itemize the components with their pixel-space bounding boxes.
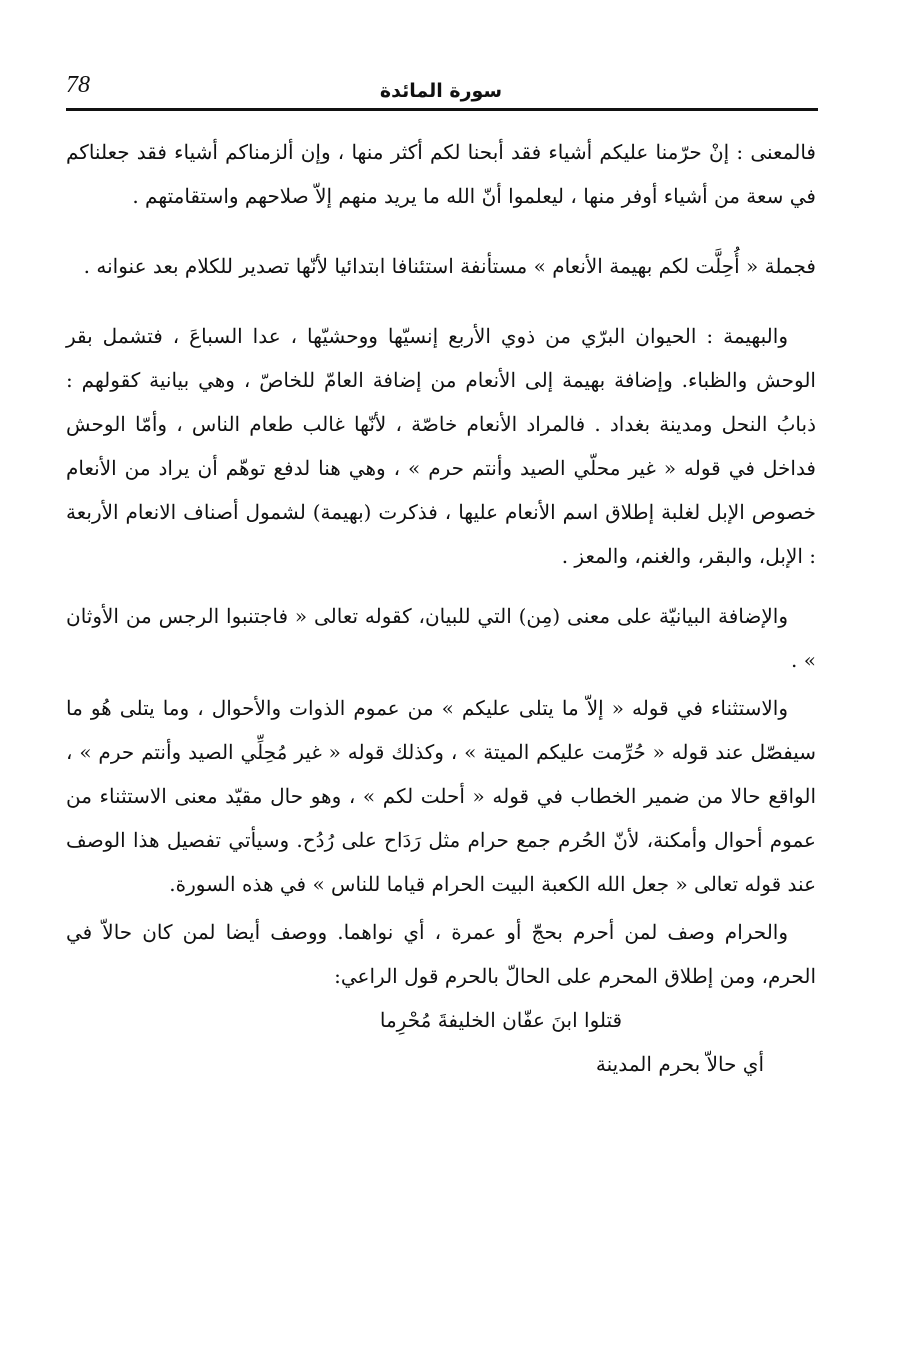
paragraph: والحرام وصف لمن أحرم بحجّ أو عمرة ، أي نواهما. ووصف أيضا لمن كان حالاّ في الحرم، ومن إطلاق المحرم على الحالّ بالحرم قول الراعي: <box>66 920 816 988</box>
paragraph: والإضافة البيانيّة على معنى (مِن) التي للبيان، كقوله تعالى « فاجتنبوا الرجس من الأوثان » . <box>66 604 816 672</box>
paragraph: فالمعنى : إنْ حرّمنا عليكم أشياء فقد أبحنا لكم أكثر منها ، وإن ألزمناكم أشياء فقد جعلناكم في سعة من أشياء أوفر منها ، ليعلموا أنّ الله ما يريد منهم إلاّ صلاحهم واستقامتهم . <box>66 140 816 208</box>
poetry-verse: قتلوا ابنَ عفّان الخليفةَ مُحْرِما <box>379 1008 623 1032</box>
paragraph: فجملة « أُحِلَّت لكم بهيمة الأنعام » مستأنفة استئنافا ابتدائيا لأنّها تصدير للكلام بعد عنوانه . <box>83 254 816 278</box>
page-body <box>66 130 816 1086</box>
verse-note: أي حالاّ بحرم المدينة <box>595 1052 764 1076</box>
header-rule <box>66 108 818 111</box>
paragraph: والبهيمة : الحيوان البرّي من ذوي الأربع إنسيّها ووحشيّها ، عدا السباعَ ، فتشمل بقر الوحش والظباء. وإضافة بهيمة إلى الأنعام من إضافة العامّ للخاصّ ، وهي بيانية كقولهم : ذبابُ النحل ومدينة بغداد . فالمراد الأنعام خاصّة ، لأنّها غالب طعام الناس ، وأمّا الوحش فداخل في قوله « غير محلّي الصيد وأنتم حرم » ، وهي هنا لدفع توهّم أن يراد من الأنعام خصوص الإبل لغلبة إطلاق اسم الأنعام عليها ، فذكرت (بهيمة) لشمول أصناف الانعام الأربعة : الإبل، والبقر، والغنم، والمعز . <box>66 324 816 568</box>
page-header <box>66 66 816 110</box>
paragraph: والاستثناء في قوله « إلاّ ما يتلى عليكم » من عموم الذوات والأحوال ، وما يتلى هُو ما سيفصّل عند قوله « حُرِّمت عليكم الميتة » ، وكذلك قوله « غير مُحِلِّي الصيد وأنتم حرم » ، الواقع حالا من ضمير الخطاب في قوله « أحلت لكم » ، وهو حال مقيّد معنى الاستثناء من عموم أحوال وأمكنة، لأنّ الحُرم جمع حرام مثل رَدَاح على رُدُح. وسيأتي تفصيل هذا الوصف عند قوله تعالى « جعل الله الكعبة البيت الحرام قياما للناس » في هذه السورة. <box>66 696 816 896</box>
page-number: 78 <box>66 72 90 98</box>
running-title: سورة المائدة <box>379 80 503 102</box>
